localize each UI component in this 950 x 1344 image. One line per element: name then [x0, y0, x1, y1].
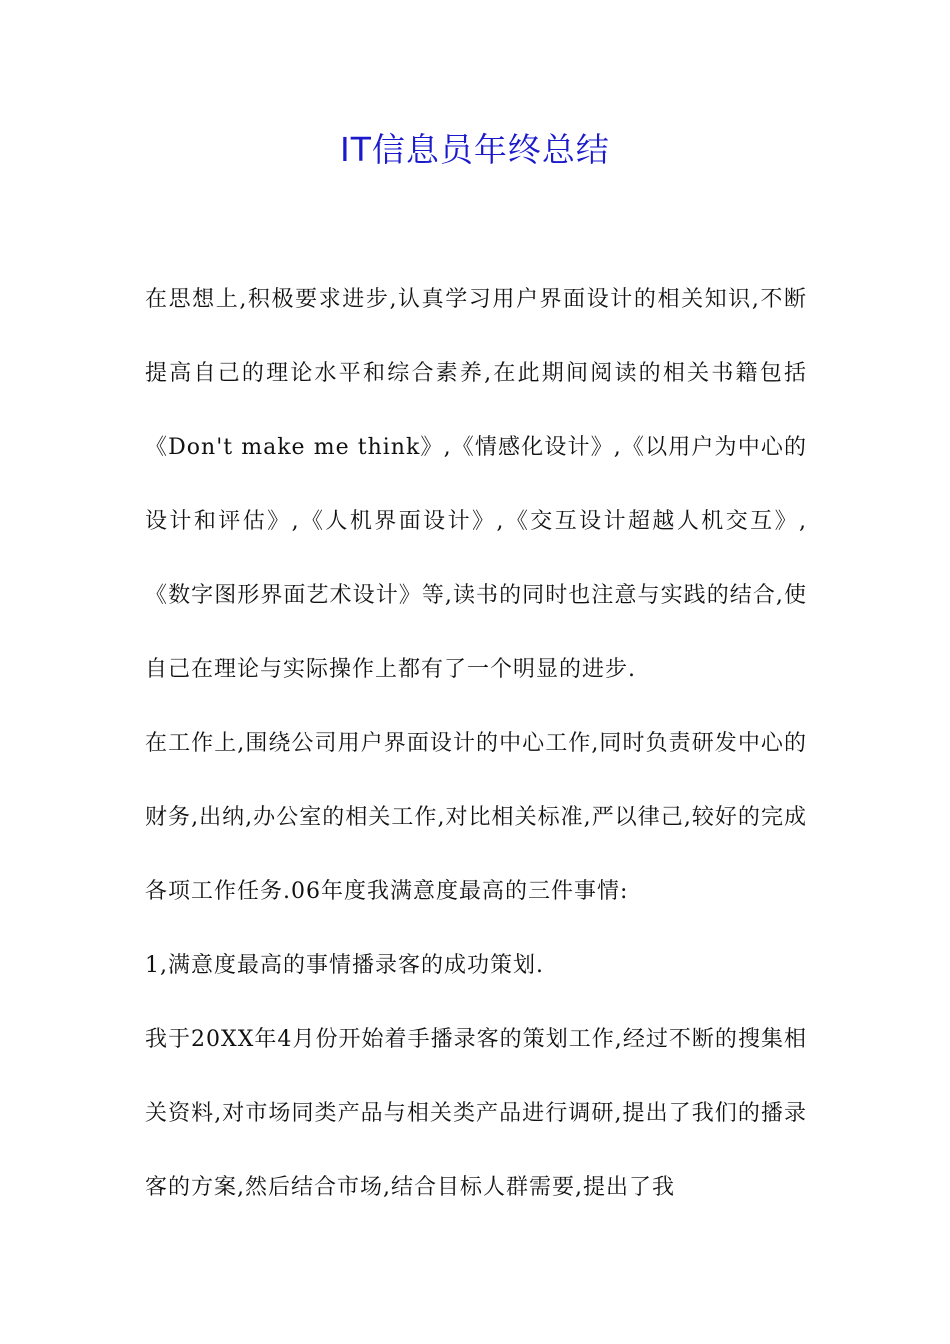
paragraph-reading: 在思想上,积极要求进步,认真学习用户界面设计的相关知识,不断提高自己的理论水平和综合素养,在此期间阅读的相关书籍包括《Don't make me think》,《情感化设计》,《以用户为中心的设计和评估》,《人机界面设计》,《交互设计超越人机交互》,《数字图形界面艺术设计》等,读书的同时也注意与实践的结合,使自己在理论与实际操作上都有了一个明显的进步. — [145, 287, 807, 682]
paragraph-podcast: 我于20XX年4月份开始着手播录客的策划工作,经过不断的搜集相关资料,对市场同类产品与相关类产品进行调研,提出了我们的播录客的方案,然后结合市场,结合目标人群需要,提出了我 — [145, 1027, 807, 1200]
document-body — [145, 263, 807, 1225]
paragraph-work: 在工作上,围绕公司用户界面设计的中心工作,同时负责研发中心的财务,出纳,办公室的相关工作,对比相关标准,严以律己,较好的完成各项工作任务.06年度我满意度最高的三件事情: — [145, 731, 807, 904]
document-title: IT信息员年终总结 — [340, 130, 610, 169]
paragraph-item-1: 1,满意度最高的事情播录客的成功策划. — [145, 953, 544, 978]
